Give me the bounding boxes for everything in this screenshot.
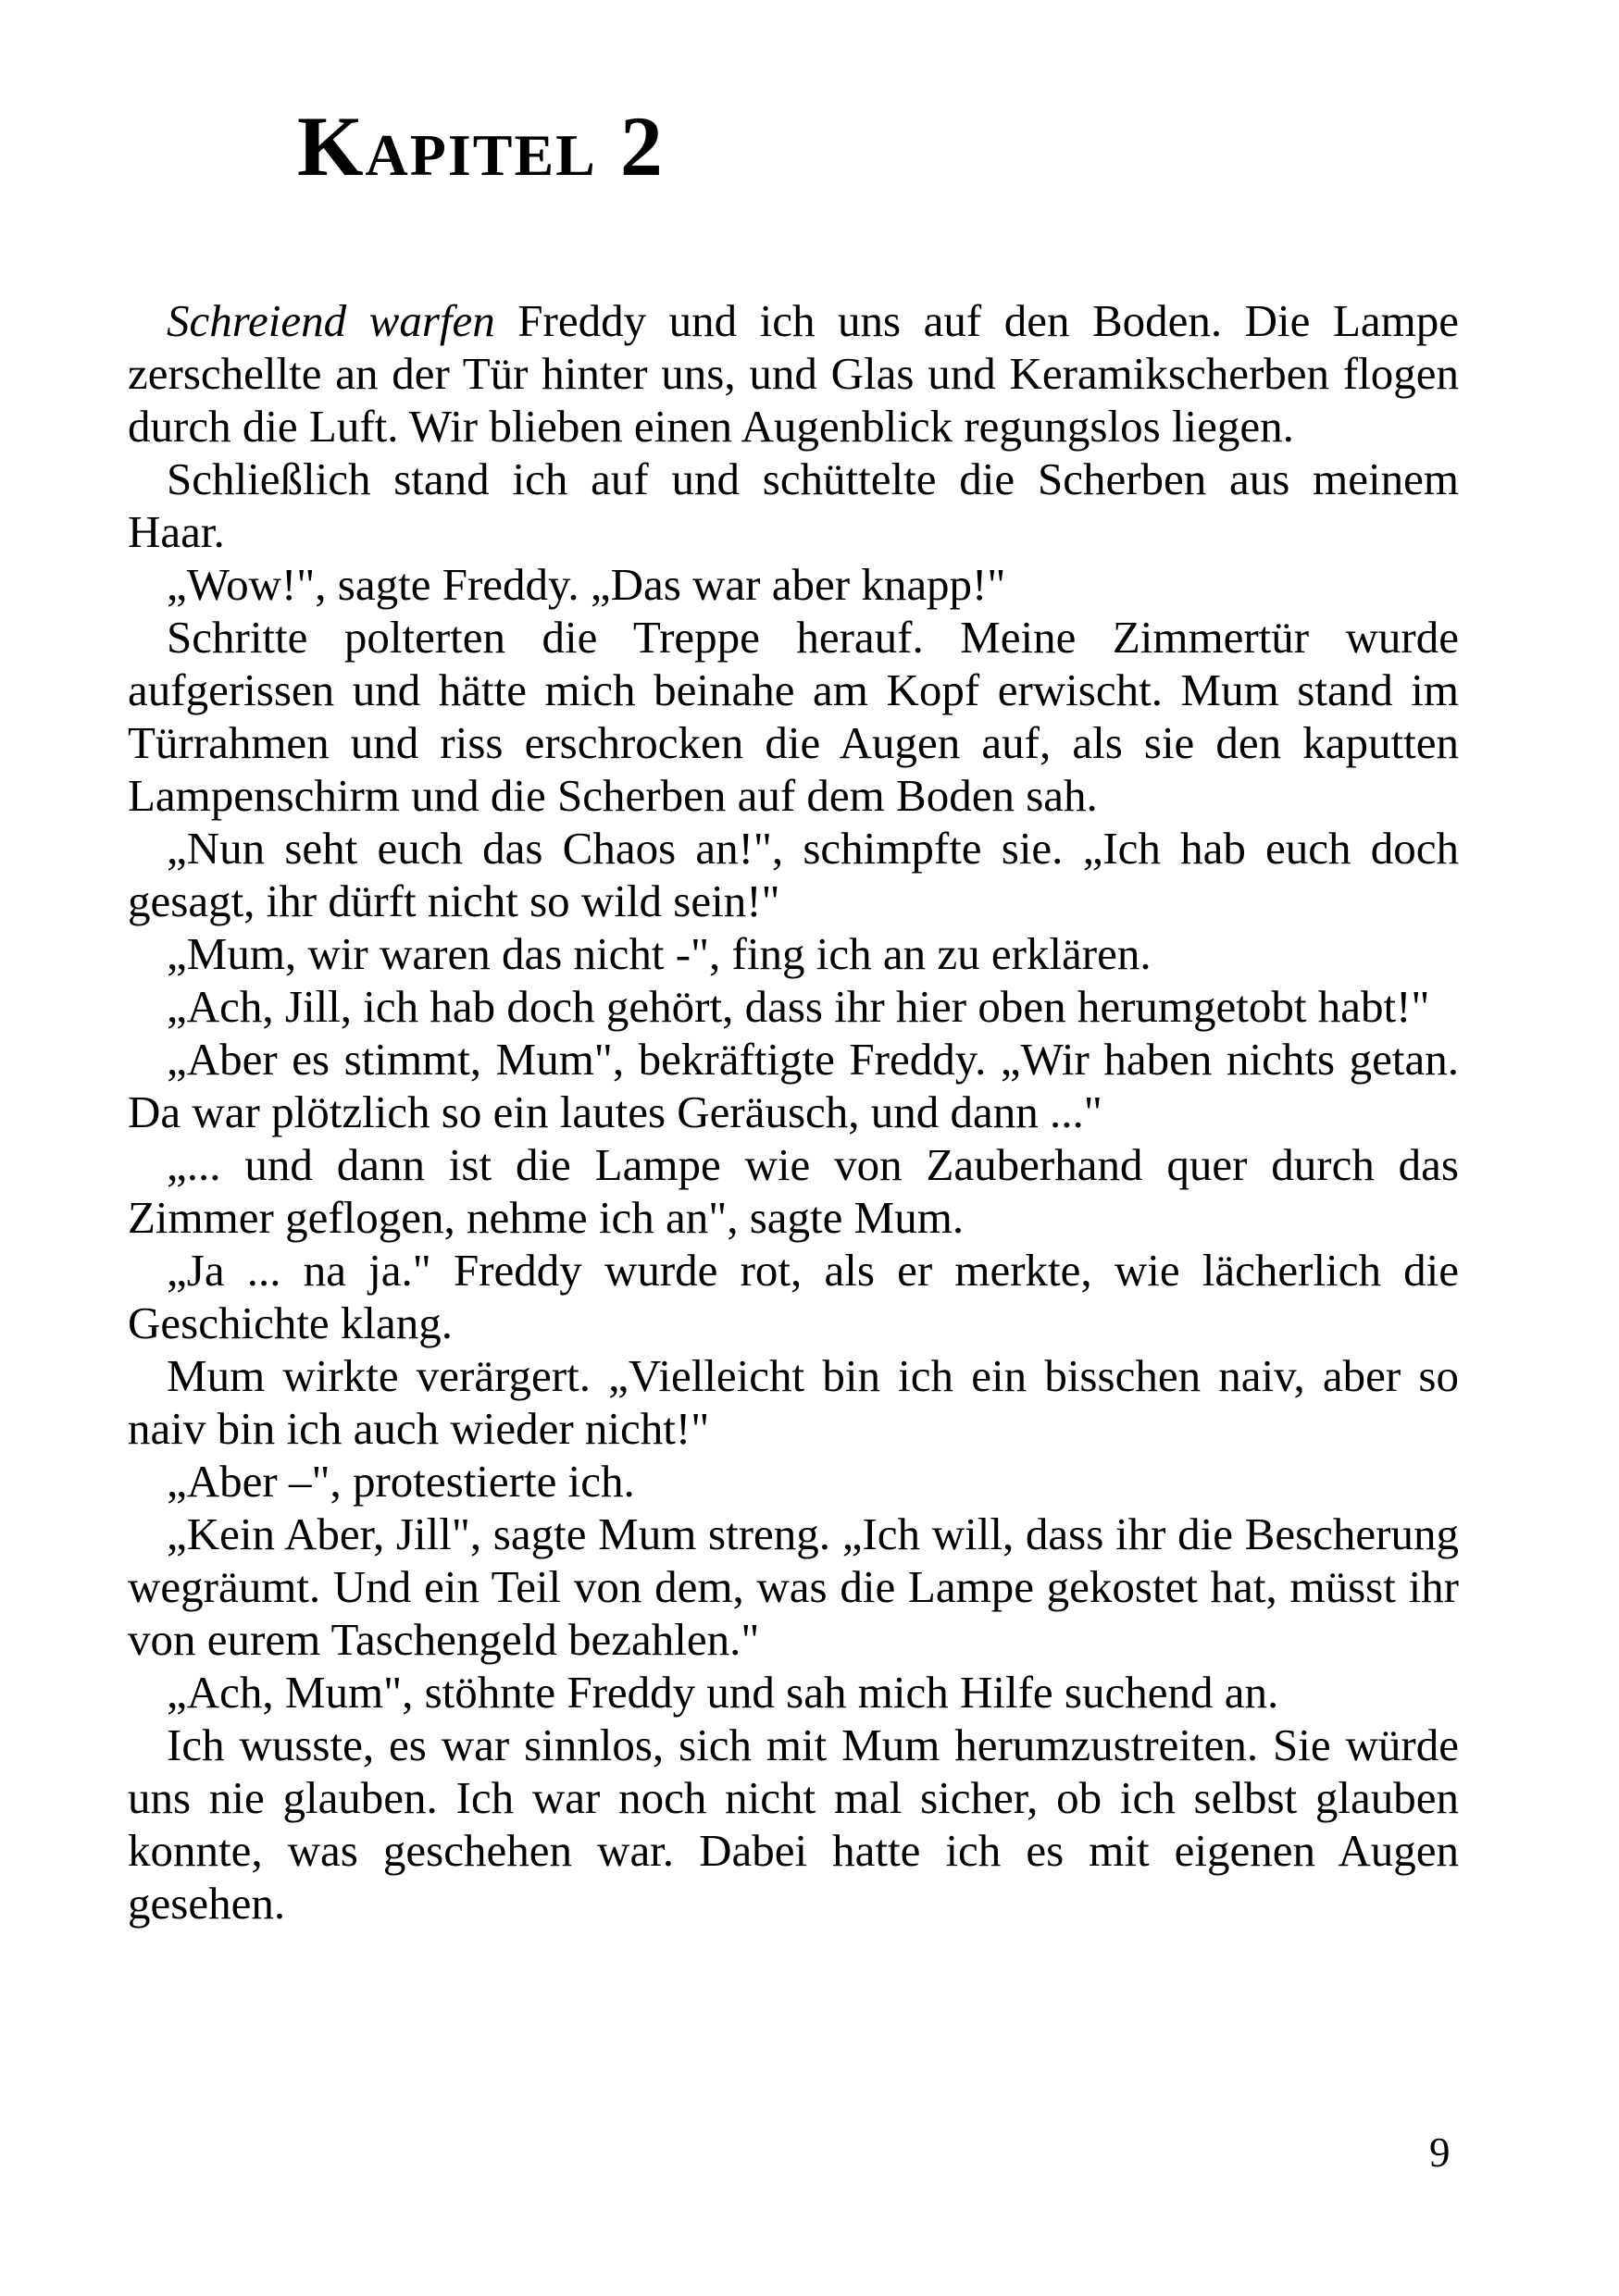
paragraph: „Kein Aber, Jill", sagte Mum streng. „Ich will, dass ihr die Bescherung wegräumt. Und ein Teil von dem, was die Lampe gekostet hat, müsst ihr von eurem Taschengeld bezahlen." xyxy=(128,1508,1459,1665)
paragraph: Ich wusste, es war sinnlos, sich mit Mum herumzustreiten. Sie würde uns nie glauben. Ich war noch nicht mal sicher, ob ich selbst glauben konnte, was geschehen war. Dabei hatte ich es mit eigenen Augen gesehen. xyxy=(128,1719,1459,1929)
paragraph: Schritte polterten die Treppe herauf. Meine Zimmertür wurde aufgerissen und hätte mich beinahe am Kopf erwischt. Mum stand im Türrahmen und riss erschrocken die Augen auf, als sie den kaputten Lampenschirm und die Scherben auf dem Boden sah. xyxy=(128,612,1459,821)
paragraph: „... und dann ist die Lampe wie von Zauberhand quer durch das Zimmer geflogen, nehme ich an", sagte Mum. xyxy=(128,1139,1459,1243)
paragraph: „Aber es stimmt, Mum", bekräftigte Freddy. „Wir haben nichts getan. Da war plötzlich so ein lautes Geräusch, und dann ..." xyxy=(128,1034,1459,1137)
paragraph xyxy=(128,294,1459,453)
paragraph: „Ach, Mum", stöhnte Freddy und sah mich Hilfe suchend an. xyxy=(167,1667,1279,1718)
paragraph-lead-italic: Schreiend warfen xyxy=(167,295,495,346)
paragraph: Schließlich stand ich auf und schüttelte die Scherben aus meinem Haar. xyxy=(128,453,1459,557)
paragraph: „Ja ... na ja." Freddy wurde rot, als er merkte, wie lächerlich die Geschichte klang. xyxy=(128,1245,1459,1348)
paragraph-text: Freddy und ich uns auf den Boden. Die Lampe zerschellte an der Tür hinter uns, und Glas und Keramikscherben flogen durch die Luft. Wir blieben einen Augenblick regungslos liegen. xyxy=(128,295,1459,452)
paragraph: „Wow!", sagte Freddy. „Das war aber knapp!" xyxy=(167,559,1006,610)
chapter-heading: Kapitel 2 xyxy=(297,99,665,193)
paragraph: „Ach, Jill, ich hab doch gehört, dass ihr hier oben herumgetobt habt!" xyxy=(167,981,1430,1032)
page-number: 9 xyxy=(1429,2129,1451,2176)
text-block xyxy=(128,294,1459,1930)
paragraph: „Nun seht euch das Chaos an!", schimpfte sie. „Ich hab euch doch gesagt, ihr dürft nicht so wild sein!" xyxy=(128,823,1459,926)
paragraph: Mum wirkte verärgert. „Vielleicht bin ich ein bisschen naiv, aber so naiv bin ich auch wieder nicht!" xyxy=(128,1350,1459,1454)
paragraph: „Aber –", protestierte ich. xyxy=(167,1456,635,1507)
paragraph: „Mum, wir waren das nicht -", fing ich an zu erklären. xyxy=(167,928,1152,979)
